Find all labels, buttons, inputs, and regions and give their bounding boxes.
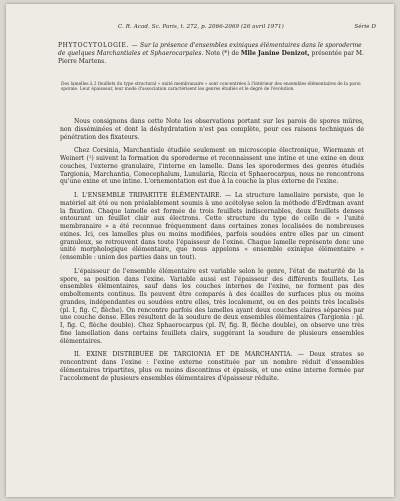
paragraph: II. EXINE DISTRIBUÉE DE TARGIONIA ET DE MARCHANTIA. — Deux strates se rencontrent dans l'exine : l'exine externe constituée par un nombre réduit d'ensembles élémentaires tripartites, plus ou moins discontinus et épaissis, et une exine interne formée par l'accolement de plusieurs ensembles élémentaires d'épaisseur réduite. (60, 351, 364, 382)
article-body (60, 118, 364, 388)
series-label: Série D (354, 24, 376, 30)
article-topic: Sur la présence d'ensembles exiniques élémentaires dans le sporoderme de quelques Marchantiales et Sphaerocarpales. (58, 42, 362, 57)
paragraph: Nous consignons dans cette Note les observations portant sur les parois de spores mûres, non disséminées et dont la déshydratation n'est pas complète, pour ces raisons techniques de pénétration des fixateurs. (60, 118, 364, 141)
running-header (6, 24, 394, 36)
document-page (6, 4, 394, 497)
paragraph: L'épaisseur de l'ensemble élémentaire est variable selon le genre, l'état de maturité de la spore, sa position dans l'exine. Variable aussi est l'épaisseur des différents feuillets. Les ensembles élémentaires, sauf dans les couches internes de l'exine, ne forment pas des emboîtements continus. Ils peuvent être comparés à des écailles de surfaces plus ou moins grandes, indépendantes ou soudées entre elles, très localement, ou en des points très localisés (pl. I, fig. C, flèche). On rencontre parfois des lamelles ayant deux couches claires séparées par une couche dense. Elles résultent de la soudure de deux ensembles élémentaires (Targionia : pl. I, fig. C, flèche double). Chez Sphaerocarpus (pl. IV, fig. B, flèche double), on observe une très fine lamellation dans certains feuillets clairs, suggérant la soudure de plusieurs ensembles élémentaires. (60, 267, 364, 345)
article-title-block (58, 42, 368, 65)
note-label: Note (*) de (205, 49, 239, 57)
paragraph: Chez Corsinia, Marchantiale étudiée seulement en microscopie électronique, Wiermann et Weinert (¹) suivent la formation du sporoderme et reconnaissent une intine et une exine en deux couches, l'externe granulaire, l'interne en lamelle. Dans les sporodermes des genres étudiés Targionia, Marchantia, Conocephalum, Lunularia, Riccia et Sphaerocarpus, nous ne rencontrons qu'une exine et une intine. L'ornementation est due à la couche la plus externe de l'exine. (60, 147, 364, 186)
presenter: présentée par M. Pierre Martens. (58, 49, 364, 65)
journal-reference: C. R. Acad. Sc. Paris, t. 272, p. 2066-2069 (26 avril 1971) (118, 24, 284, 30)
abstract: Des lamelles à 2 feuillets du type structural « unité membranaire » sont concentrées à l'intérieur des ensembles élémentaires de la paroi sporale. Leur épaisseur, leur mode d'association caractérisent les genres étudiés et le degré de l'évolution. (61, 82, 361, 93)
discipline-heading: PHYTOCYTOLOGIE. — (58, 42, 139, 49)
paragraph: I. L'ENSEMBLE TRIPARTITE ÉLÉMENTAIRE. — La structure lamellaire persiste, que le matériel ait été ou non préalablement soumis à une acétolyse selon la méthode d'Erdtman avant la fixation. Chaque lamelle est formée de trois feuillets indiscernables, deux feuillets denses entourant un feuillet clair aux électrons. Cette structure du type de celle de « l'unité membranaire » a été reconnue fréquemment dans certaines zones localisées de nombreuses exines. Ici, ces lamelles plus ou moins modifiées, parfois soudées entre elles par un ciment granuleux, se retrouvent dans toute l'épaisseur de l'exine. Chaque lamelle représente donc une unité morphologique élémentaire, que nous appelons « ensemble exinique élémentaire » (ensemble : union des parties dans un tout). (60, 192, 364, 261)
author-name: Mlle Janine Denizot, (240, 49, 310, 57)
